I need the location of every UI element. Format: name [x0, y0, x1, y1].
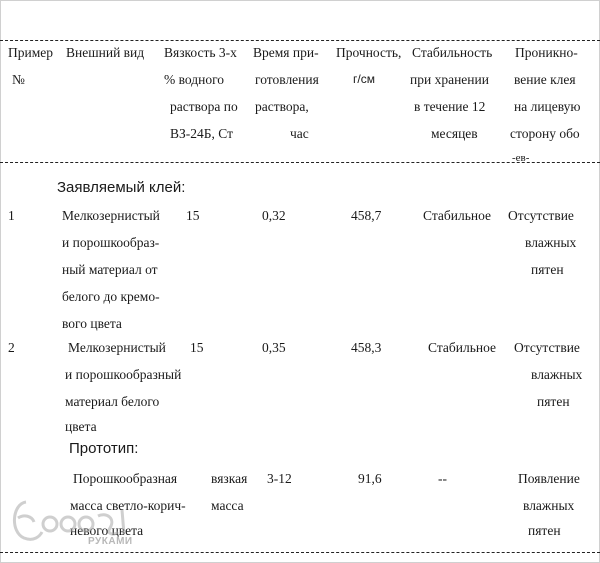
row2-number: 2 — [8, 340, 15, 355]
prototype-viscosity-line2: масса — [211, 498, 244, 513]
header-top-rule — [0, 40, 600, 41]
header-col-stability-line1: Стабильность — [412, 45, 493, 60]
header-col-example: Пример — [8, 45, 54, 60]
prototype-prep-time: 3-12 — [267, 471, 292, 486]
row1-appearance-line5: вого цвета — [62, 316, 122, 331]
header-col-penetration-line5: -ев- — [512, 152, 530, 164]
header-bottom-rule — [0, 162, 600, 163]
row1-appearance-line2: и порошкообраз- — [62, 235, 160, 250]
table-bottom-rule — [0, 552, 600, 553]
row1-strength: 458,7 — [351, 208, 382, 223]
row1-appearance-line3: ный материал от — [62, 262, 158, 277]
header-col-preptime-line1: Время при- — [253, 45, 319, 60]
prototype-appearance-line3: невого цвета — [70, 523, 144, 538]
header-col-appearance: Внешний вид — [66, 45, 145, 60]
prototype-appearance-line1: Порошкообразная — [73, 471, 178, 486]
header-col-preptime-line2: готовления — [255, 72, 319, 87]
row1-penetration-line3: пятен — [531, 262, 564, 277]
header-col-penetration-line2: вение клея — [514, 72, 576, 87]
row2-penetration-line1: Отсутствие — [514, 340, 580, 355]
header-col-viscosity-line3: раствора по — [170, 99, 238, 114]
header-col-penetration-line3: на лицевую — [514, 99, 581, 114]
row2-strength: 458,3 — [351, 340, 382, 355]
header-col-preptime-line4: час — [290, 126, 309, 141]
prototype-penetration-line1: Появление — [518, 471, 580, 486]
row1-stability: Стабильное — [423, 208, 492, 223]
row2-stability: Стабильное — [428, 340, 497, 355]
section-title-prototype: Прототип: — [69, 440, 139, 457]
row1-penetration-line2: влажных — [525, 235, 577, 250]
header-col-viscosity-line4: ВЗ-24Б, Ст — [170, 126, 233, 141]
row2-appearance-line4: цвета — [65, 419, 97, 434]
header-col-stability-line2: при хранении — [410, 72, 489, 87]
header-col-strength-line1: Прочность, — [336, 45, 402, 60]
prototype-appearance-line2: масса светло-корич- — [70, 498, 186, 513]
row2-appearance-line2: и порошкообразный — [65, 367, 182, 382]
header-col-penetration-line1: Проникно- — [515, 45, 578, 60]
row1-appearance-line4: белого до кремо- — [62, 289, 160, 304]
header-col-stability-line4: месяцев — [431, 126, 478, 141]
header-col-stability-line3: в течение 12 — [414, 99, 486, 114]
header-col-strength-line2: г/см — [353, 72, 375, 86]
watermark-text: РУКАМИ — [88, 536, 133, 547]
row1-number: 1 — [8, 208, 15, 223]
row2-appearance-line1: Мелкозернистый — [68, 340, 166, 355]
row1-viscosity: 15 — [186, 208, 200, 223]
header-col-viscosity-line1: Вязкость 3-х — [164, 45, 237, 60]
prototype-penetration-line2: влажных — [523, 498, 575, 513]
row1-appearance-line1: Мелкозернистый — [62, 208, 160, 223]
section-title-claimed: Заявляемый клей: — [57, 179, 186, 196]
prototype-strength: 91,6 — [358, 471, 382, 486]
row2-appearance-line3: материал белого — [65, 394, 160, 409]
row2-prep-time: 0,35 — [262, 340, 286, 355]
header-col-example-number: № — [12, 72, 25, 87]
row1-prep-time: 0,32 — [262, 208, 286, 223]
row2-penetration-line2: влажных — [531, 367, 583, 382]
prototype-viscosity-line1: вязкая — [211, 471, 248, 486]
header-col-preptime-line3: раствора, — [255, 99, 309, 114]
row2-penetration-line3: пятен — [537, 394, 570, 409]
prototype-penetration-line3: пятен — [528, 523, 561, 538]
row1-penetration-line1: Отсутствие — [508, 208, 574, 223]
header-col-viscosity-line2: % водного — [164, 72, 225, 87]
row2-viscosity: 15 — [190, 340, 204, 355]
watermark-logo-icon — [6, 488, 156, 552]
header-col-penetration-line4: сторону обо — [510, 126, 580, 141]
prototype-stability: -- — [438, 471, 447, 486]
